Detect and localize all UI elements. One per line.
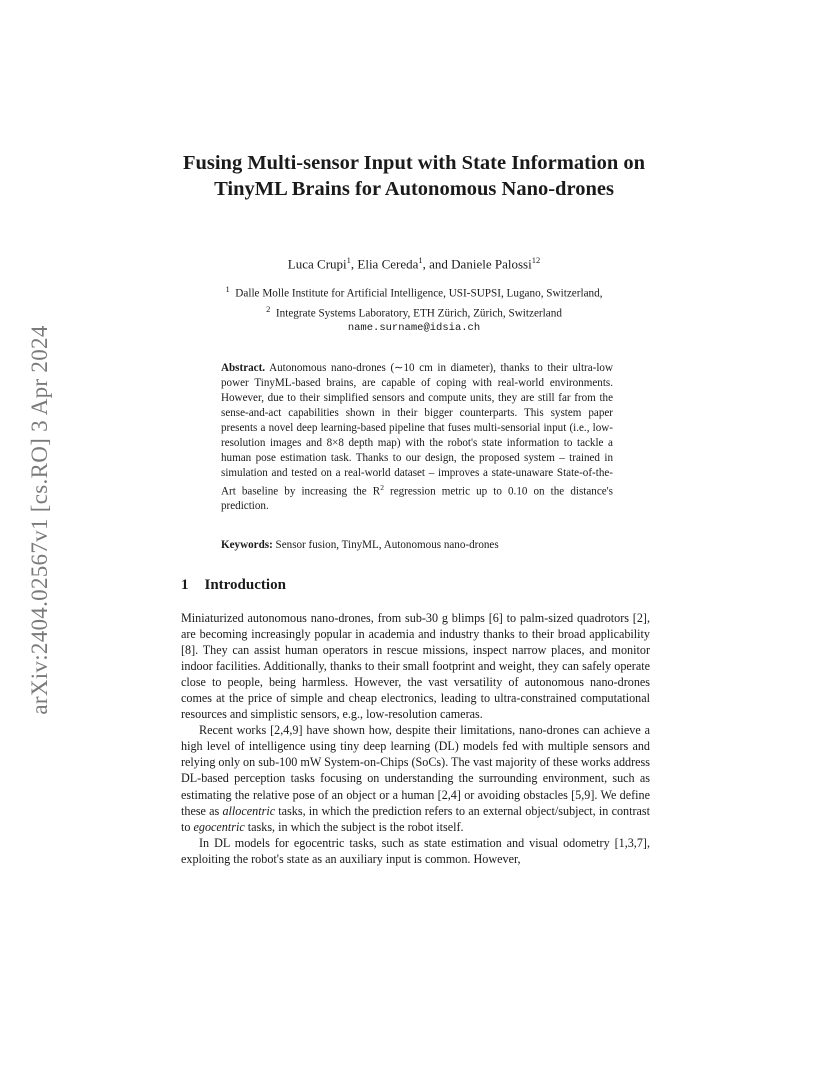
paragraph xyxy=(181,722,650,834)
author-name: Daniele Palossi xyxy=(451,256,532,272)
paragraph-text: Recent works [2,4,9] have shown how, despite their limitations, nano-drones can achieve a high level of intelligence using tiny deep learning (DL) models fed with multiple sensors and relying only on sub-100 mW System-on-Chips (SoCs). The vast majority of these works address DL-based perception tasks focusing on understanding the surrounding environment, such as estimating the relative pose of an object or a human [2,4] or avoiding obstacles [5,9]. We define these as xyxy=(181,723,650,818)
keywords xyxy=(221,539,613,551)
keywords-label: Keywords: xyxy=(221,539,273,551)
author-name: Luca Crupi xyxy=(287,256,347,272)
affiliation-mark: 2 xyxy=(266,303,271,314)
abstract-text: Autonomous nano-drones (∼10 cm in diameter), thanks to their ultra-low power TinyML-based brains, are capable of coping with real-world environments. However, due to their simplified sensors and compute units, they are still far from the sense-and-act capabilities shown in their bigger counterparts. This system paper presents a novel deep learning-based pipeline that fuses multi-sensorial input (i.e., low-resolution images and 8×8 depth map) with the robot's state information to tackle a human pose estimation task. Thanks to our design, the proposed system – trained in simulation and tested on a real-world dataset – improves a state-unaware State-of-the-Art baseline by increasing the R xyxy=(221,362,613,498)
abstract-text-end: regression metric up to 0.10 on the distance's prediction. xyxy=(221,485,613,513)
abstract-superscript: 2 xyxy=(380,482,384,492)
author-name: Elia Cereda xyxy=(357,256,419,272)
author-separator: , xyxy=(350,256,358,272)
arxiv-identifier-text: arXiv:2404.02567v1 [cs.RO] 3 Apr 2024 xyxy=(27,325,52,715)
affiliations xyxy=(150,282,678,336)
paragraph: Miniaturized autonomous nano-drones, from sub-30 g blimps [6] to palm-sized quadrotors [2], are becoming increasingly popular in academia and industry thanks to their broad applicability [8]. They can assist human operators in rescue missions, inspect narrow places, and monitor indoor facilities. Additionally, thanks to their small footprint and weight, they can safely operate close to people, being harmless. However, the vast versatility of autonomous nano-drones comes at the price of simple and cheap electronics, leading to ultra-constrained computational resources and simplistic sensors, e.g., low-resolution cameras. xyxy=(181,611,650,722)
author-affiliation-mark: 1 xyxy=(346,255,351,265)
arxiv-identifier-stamp xyxy=(24,290,56,750)
section-title: Introduction xyxy=(204,577,286,593)
section-heading xyxy=(181,577,286,594)
abstract xyxy=(221,361,613,514)
body-text xyxy=(181,610,650,867)
author-affiliation-mark: 12 xyxy=(531,255,541,265)
abstract-label: Abstract. xyxy=(221,362,266,374)
affiliation-text: Dalle Molle Institute for Artificial Intelligence, USI-SUPSI, Lugano, Switzerland, xyxy=(235,287,603,300)
author-affiliation-mark: 1 xyxy=(418,255,423,265)
paper-title: Fusing Multi-sensor Input with State Information on TinyML Brains for Autonomous Nano-drones xyxy=(182,152,646,200)
affiliation-line xyxy=(150,302,678,322)
paragraph: In DL models for egocentric tasks, such as state estimation and visual odometry [1,3,7], exploiting the robot's state as an auxiliary input is common. However, xyxy=(181,835,650,866)
affiliation-text: Integrate Systems Laboratory, ETH Zürich, Zürich, Switzerland xyxy=(275,307,562,320)
author-list xyxy=(160,255,668,272)
emphasis-allocentric: allocentric xyxy=(222,803,276,818)
author-separator: , and xyxy=(422,256,452,272)
emphasis-egocentric: egocentric xyxy=(193,819,245,834)
paragraph-text: tasks, in which the prediction refers to an external object/subject, in contrast to xyxy=(181,803,650,834)
affiliation-line xyxy=(150,282,678,302)
affiliation-mark: 1 xyxy=(225,284,230,294)
section-number: 1 xyxy=(181,577,189,593)
paragraph-text: tasks, in which the subject is the robot itself. xyxy=(244,819,464,834)
keywords-text: Sensor fusion, TinyML, Autonomous nano-drones xyxy=(275,539,499,551)
contact-email: name.surname@idsia.ch xyxy=(347,322,481,335)
